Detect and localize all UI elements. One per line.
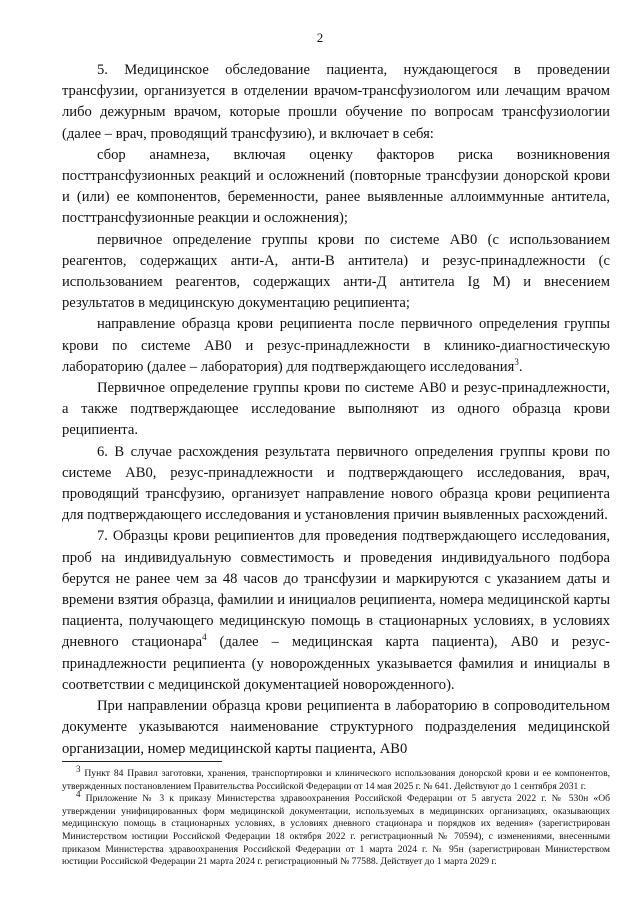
footnote-4-text: Приложение № 3 к приказу Министерства здравоохранения Российской Федерации от 5 августа 2022 г. № 530н «Об утверждении унифицированных форм медицинской документации, используемых в медицинских организациях, оказывающих медицинскую помощь в стационарных условиях, в условиях дневного стационара и порядков их ведения» (зарегистрирован Министерством юстиции Российской Федерации 18 октября 2022 г. регистрационный № 70594), с изменениями, внесенными приказом Министерства здравоохранения Российской Федерации от 1 марта 2024 г. № 95н (зарегистрирован Министерством юстиции Российской Федерации 21 марта 2024 г. регистрационный № 77588. Действует до 1 марта 2029 г. [62,793,610,868]
paragraph-5: 5. Медицинское обследование пациента, нуждающегося в проведении трансфузии, организуется в отделении врачом-трансфузиологом или лечащим врачом либо дежурным врачом, которые прошли обучение по вопросам трансфузиологии (далее – врач, проводящий трансфузию), и включает в себя: [62,62,610,142]
page-number: 2 [316,30,324,45]
paragraph-history: сбор анамнеза, включая оценку факторов риска возникновения посттрансфузионных реакций и осложнений (повторные трансфузии донорской крови и (или) ее компонентов, беременности, ранее выявленные аллоиммунные антитела, посттрансфузионные реакции и осложнения); [62,146,610,227]
paragraph-6: 6. В случае расхождения результата первичного определения группы крови по системе АВ0, резус-принадлежности и подтверждающего исследования, врач, проводящий трансфузию, организует направление нового образца крови реципиента для подтверждающего исследования и установления причин выявленных расхождений. [62,443,610,524]
footnote-3-mark: 3 [76,763,81,774]
footnote-3-text: Пункт 84 Правил заготовки, хранения, транспортировки и клинического использования донорской крови и ее компонентов, утвержденных постановлением Правительства Российской Федерации от 14 мая 2025 г. № 641. Действуют до 1 сентября 2031 г. [62,768,610,792]
paragraph-sample-referral-end: . [518,358,523,375]
paragraph-7 [62,526,610,696]
paragraph-lab-referral: При направлении образца крови реципиента в лабораторию в сопроводительном документе указываются наименование структурного подразделения медицинской организации, номер медицинской карты пациента, АВ0 [62,698,610,757]
paragraph-single-sample: Первичное определение группы крови по системе АВ0 и резус-принадлежности, а также подтверждающее исследование выполняют из одного образца крови реципиента. [62,380,610,439]
paragraph-sample-referral-text: направление образца крови реципиента после первичного определения группы крови по системе АВ0 и резус-принадлежности в клинико-диагностическую лабораторию (далее – лаборатория) для подтверждающего исследования [62,316,610,375]
footnote-4-mark: 4 [76,789,81,799]
footnotes [62,763,610,869]
paragraph-7-text: 7. Образцы крови реципиентов для проведения подтверждающего исследования, проб на индивидуальную совместимость и проведения индивидуального подбора берутся не ранее чем за 48 часов до трансфузии и маркируются с указанием даты и времени взятия образца, фамилии и инициалов реципиента, номера медицинской карты пациента, получающего медицинскую помощь в стационарных условиях, в условиях дневного стационара [62,528,610,651]
paragraph-7-continuation: (далее – медицинская карта пациента), АВ0 и резус-принадлежности реципиента (у новорожденных указывается фамилия и инициалы в соответствии с медицинской документацией новорожденного). [62,634,610,693]
footnote-divider [62,761,222,762]
document-body [62,60,610,760]
footnote-ref-3: 3 [514,356,519,367]
paragraph-primary-blood-group: первичное определение группы крови по системе АВ0 (с использованием реагентов, содержащих анти-А, анти-В антитела) и резус-принадлежности (с использованием реагентов, содержащих анти-Д антитела Ig M) и внесением результатов в медицинскую документацию реципиента; [62,231,610,312]
footnote-4 [62,789,610,869]
footnote-3 [62,763,610,793]
footnote-ref-4: 4 [202,632,207,643]
paragraph-sample-referral [62,314,610,378]
